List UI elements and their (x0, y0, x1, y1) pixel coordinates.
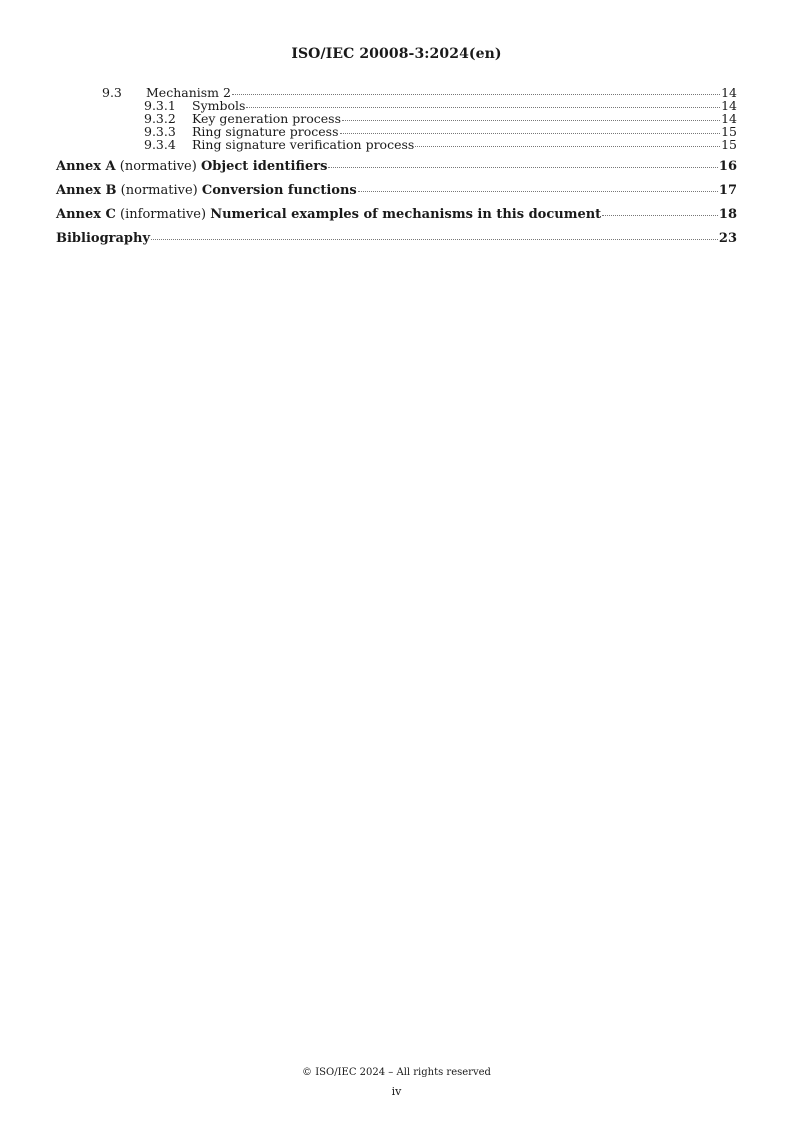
toc-entry-page: 14 (721, 98, 737, 113)
toc-entry-page: 14 (721, 85, 737, 100)
toc-entry-number: 9.3.3 (144, 124, 176, 139)
toc-entry-page: 16 (718, 159, 737, 174)
dot-leader (415, 146, 720, 147)
annex-label: Annex A (56, 159, 116, 174)
annex-kind: (normative) (119, 159, 197, 174)
annex-kind: (normative) (120, 183, 198, 198)
toc-entry-title: Ring signature process (192, 124, 339, 139)
toc-entry-title: Ring signature verification process (192, 137, 415, 152)
dot-leader (246, 107, 720, 108)
toc-entry-page: 14 (721, 111, 737, 126)
bibliography-title: Bibliography (56, 231, 151, 246)
toc-entry-number: 9.3.4 (144, 137, 176, 152)
toc-entry-page: 23 (718, 231, 737, 246)
toc-entry-9-3-4[interactable] (56, 138, 737, 151)
toc-entry-annex-c[interactable] (56, 207, 737, 222)
dot-leader (358, 191, 718, 192)
toc-entry-page: 15 (721, 137, 737, 152)
annex-kind: (informative) (120, 207, 207, 222)
dot-leader (151, 239, 718, 240)
dot-leader (342, 120, 720, 121)
toc-entry-number: 9.3.2 (144, 111, 176, 126)
toc-entry-number: 9.3.1 (144, 98, 176, 113)
toc-entry-title: Key generation process (192, 111, 342, 126)
page-number: iv (391, 1085, 402, 1098)
toc-entry-annex-b[interactable] (56, 183, 737, 198)
annex-label: Annex C (56, 207, 116, 222)
annex-title: Numerical examples of mechanisms in this document (210, 207, 602, 222)
toc-entry-title: Symbols (192, 98, 246, 113)
annex-title: Object identifiers (200, 159, 328, 174)
toc-entry-page: 17 (718, 183, 737, 198)
toc-entry-bibliography[interactable] (56, 231, 737, 246)
document-header: ISO/IEC 20008-3:2024(en) (291, 46, 502, 62)
dot-leader (340, 133, 721, 134)
toc-entry-page: 15 (721, 124, 737, 139)
dot-leader (602, 215, 718, 216)
dot-leader (328, 167, 718, 168)
toc-entry-title: Mechanism 2 (146, 85, 231, 100)
dot-leader (232, 94, 720, 95)
annex-title: Conversion functions (201, 183, 357, 198)
toc-entry-number: 9.3 (102, 85, 122, 100)
copyright-notice: © ISO/IEC 2024 – All rights reserved (302, 1067, 491, 1078)
annex-label: Annex B (56, 183, 117, 198)
toc-entry-annex-a[interactable] (56, 159, 737, 174)
table-of-contents (56, 86, 737, 246)
toc-entry-page: 18 (718, 207, 737, 222)
